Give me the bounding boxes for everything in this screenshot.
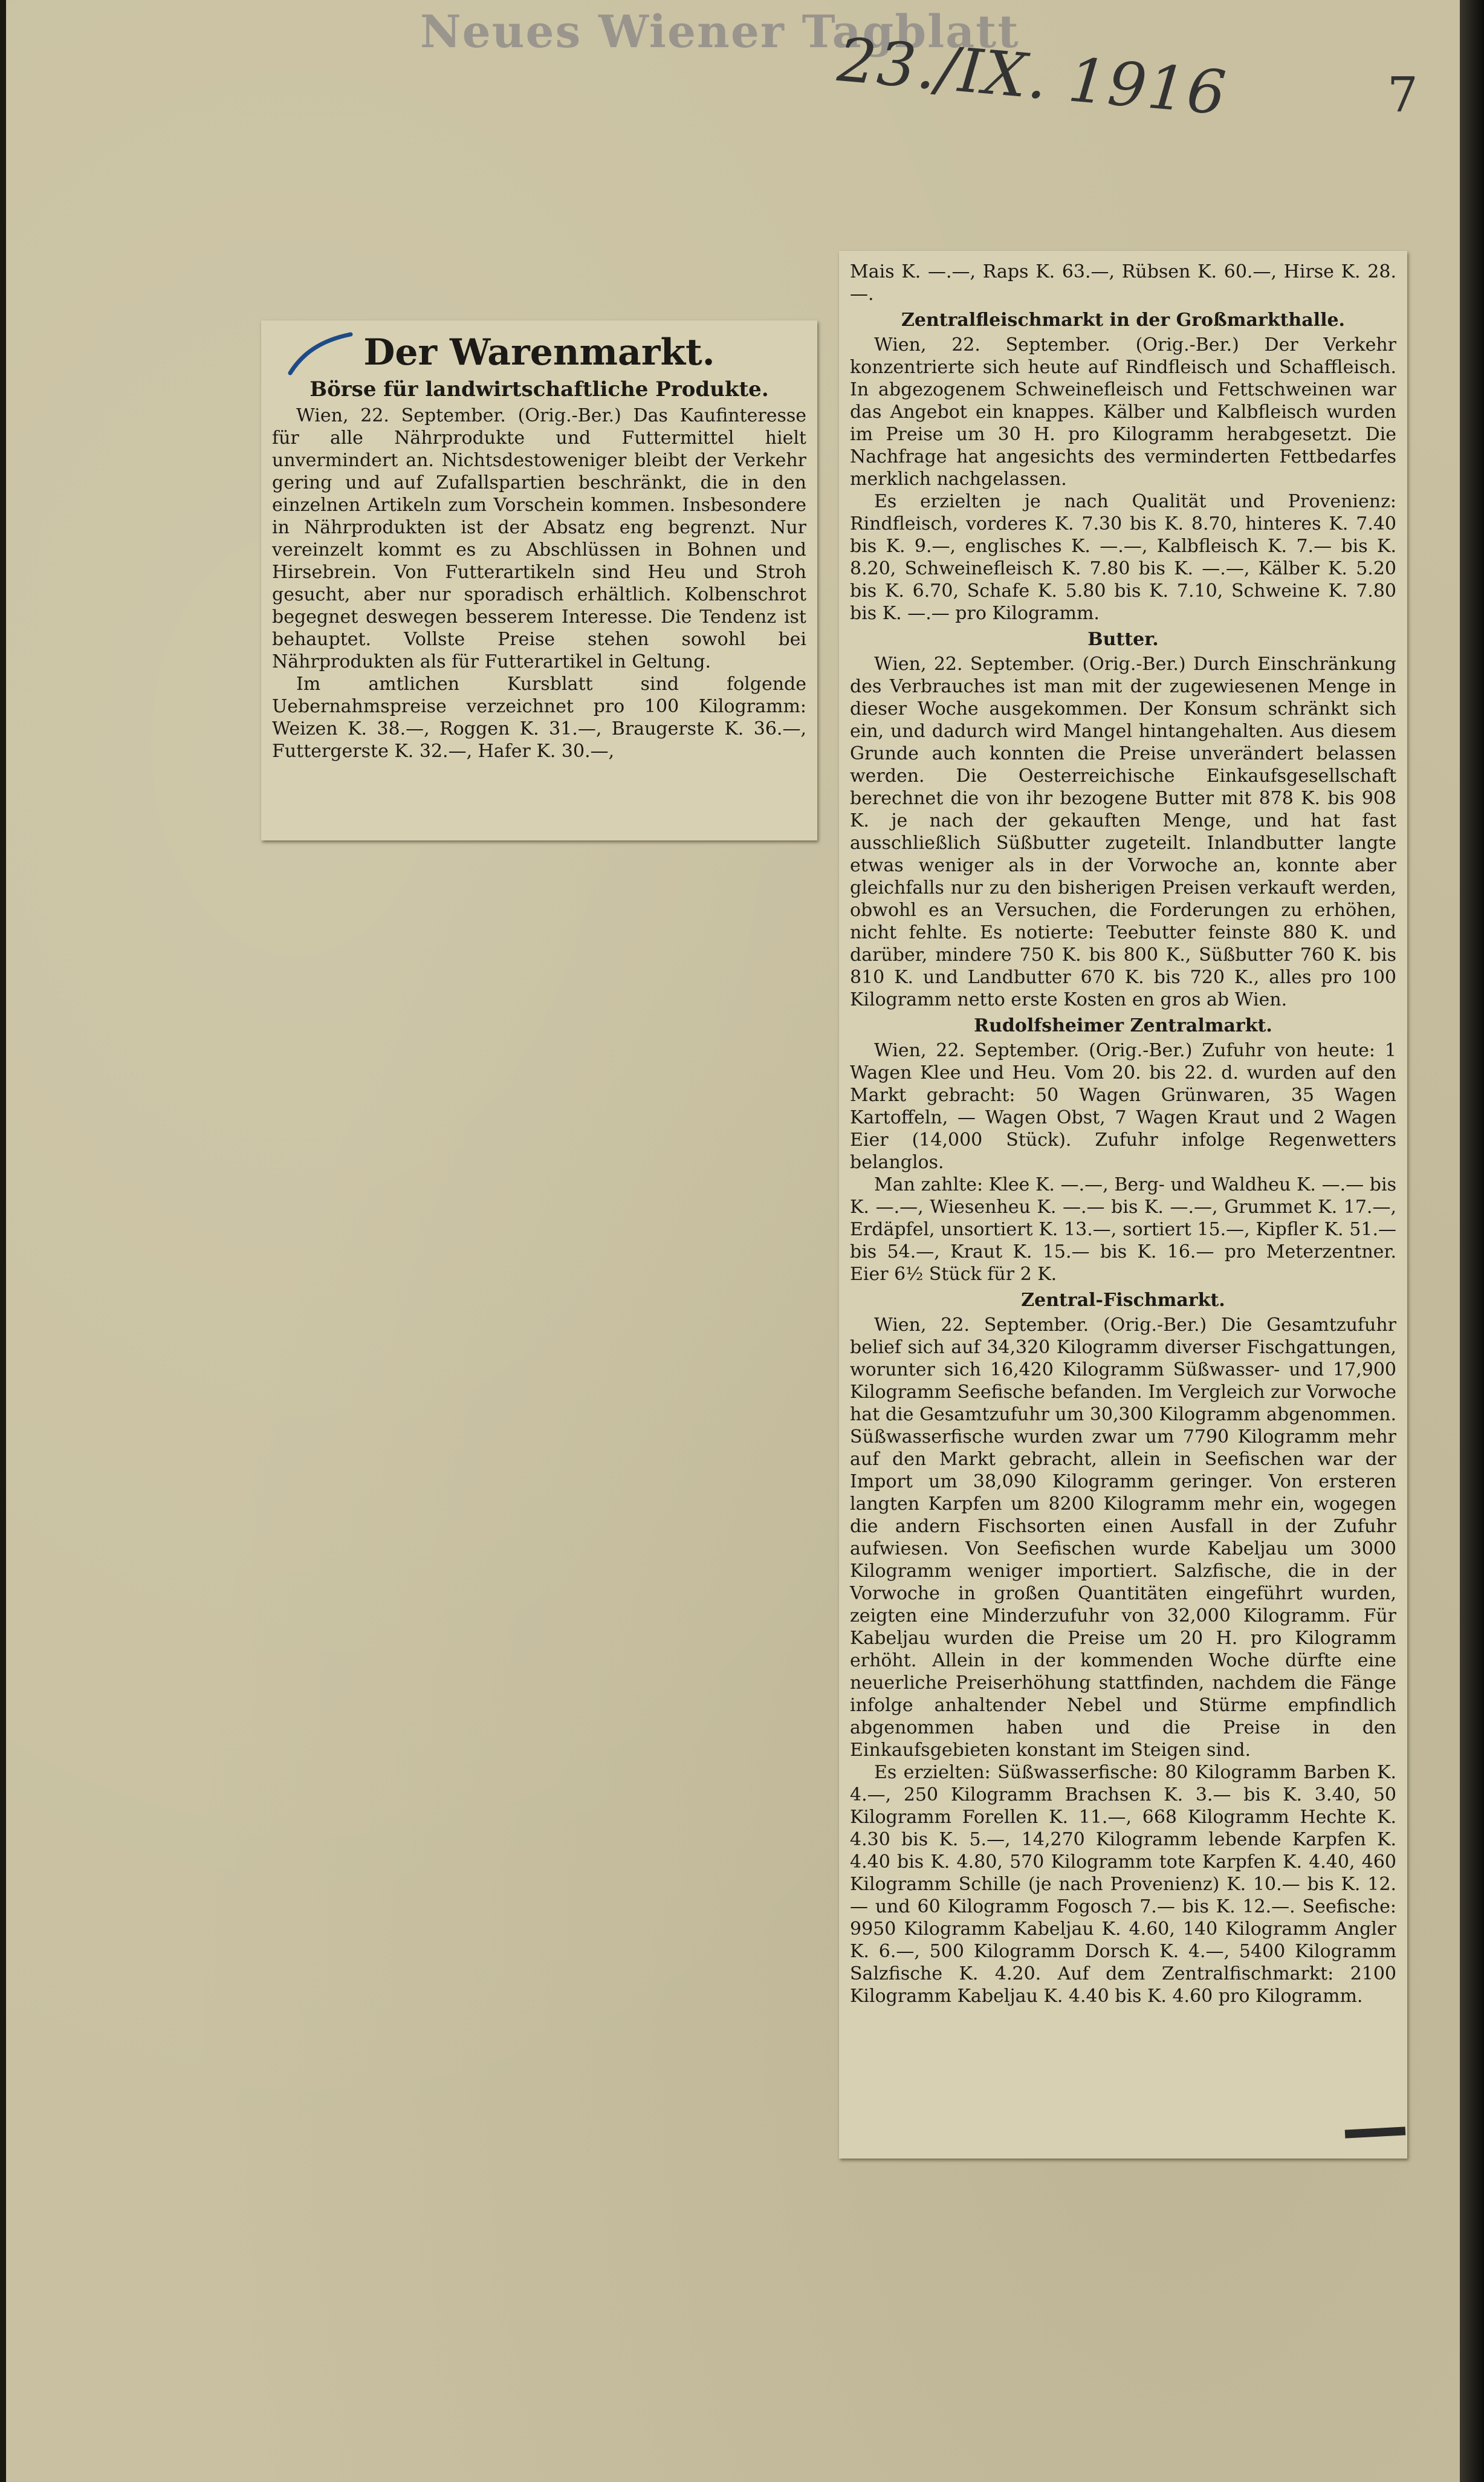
clipping-warenmarkt <box>261 320 817 840</box>
scan-left-edge <box>0 0 6 2482</box>
section-paragraph: Es erzielten je nach Qualität und Provenienz: Rindfleisch, vorderes K. 7.30 bis K. 8.70, hinteres K. 7.40 bis K. 9.—, englisches K. —.—, Kalbfleisch K. 7.— bis K. 8.20, Schweinefleisch K. 7.80 bis K. —.—, Kälber K. 5.20 bis K. 6.70, Schafe K. 5.80 bis K. 7.10, Schweine K. 7.80 bis K. —.— pro Kilogramm. <box>850 491 1396 624</box>
pen-stroke-mark <box>284 330 357 378</box>
section-paragraph: Man zahlte: Klee K. —.—, Berg- und Waldheu K. —.— bis K. —.—, Wiesenheu K. —.— bis K. —.—, Grummet K. 17.—, Erdäpfel, unsortiert K. 13.—, sortiert 15.—, Kipfler K. 51.— bis 54.—, Kraut K. 15.— bis K. 16.— pro Meterzentner. Eier 6½ Stück für 2 K. <box>850 1174 1396 1285</box>
section-heading: Butter. <box>1087 629 1159 650</box>
continuation-line: Mais K. —.—, Raps K. 63.—, Rübsen K. 60.—, Hirse K. 28.—. <box>850 261 1396 305</box>
article-paragraph: Im amtlichen Kursblatt sind folgende Uebernahmspreise verzeichnet pro 100 Kilogramm: Weizen K. 38.—, Roggen K. 31.—, Braugerste K. 36.—, Futtergerste K. 32.—, Hafer K. 30.—, <box>272 674 806 762</box>
article-subtitle: Börse für landwirtschaftliche Produkte. <box>309 377 769 401</box>
article-title: Der Warenmarkt. <box>363 331 715 374</box>
scan-right-edge <box>1460 0 1484 2482</box>
section-paragraph: Wien, 22. September. (Orig.-Ber.) Durch Einschränkung des Verbrauches ist man mit der zugewiesenen Menge in dieser Woche ausgekommen. Der Konsum schränkt sich ein, und dadurch wird Mangel hintangehalten. Aus diesem Grunde auch konnten die Preise unverändert belassen werden. Die Oesterreichische Einkaufsgesellschaft berechnet die von ihr bezogene Butter mit 878 K. bis 908 K. je nach der gekauften Menge, und hat fast ausschließlich Süßbutter zugeteilt. Inlandbutter langte etwas weniger als in der Vorwoche an, konnte aber gleichfalls nur zu den bisherigen Preisen verkauft werden, obwohl es an Versuchen, die Forderungen zu erhöhen, nicht fehlte. Es notierte: Teebutter feinste 880 K. und darüber, mindere 750 K. bis 800 K., Süßbutter 760 K. bis 810 K. und Landbutter 670 K. bis 720 K., alles pro 100 Kilogramm netto erste Kosten en gros ab Wien. <box>850 654 1396 1010</box>
section-paragraph: Wien, 22. September. (Orig.-Ber.) Der Verkehr konzentrierte sich heute auf Rindfleisch und Schaffleisch. In abgezogenem Schweinefleisch und Fettschweinen war das Angebot ein knappes. Kälber und Kalbfleisch wurden im Preise um 30 H. pro Kilogramm herabgesetzt. Die Nachfrage hat angesichts des verminderten Fettbedarfes merklich nachgelassen. <box>850 334 1396 490</box>
section-paragraph: Wien, 22. September. (Orig.-Ber.) Die Gesamtzufuhr belief sich auf 34,320 Kilogramm diverser Fischgattungen, worunter sich 16,420 Kilogramm Süßwasser- und 17,900 Kilogramm Seefische befanden. Im Vergleich zur Vorwoche hat die Gesamtzufuhr um 30,300 Kilogramm abgenommen. Süßwasserfische wurden zwar um 7790 Kilogramm mehr auf den Markt gebracht, allein in Seefischen war der Import um 38,090 Kilogramm geringer. Von ersteren langten Karpfen um 8200 Kilogramm mehr ein, wogegen die andern Fischsorten einen Ausfall in der Zufuhr aufwiesen. Von Seefischen wurde Kabeljau um 3000 Kilogramm weniger importiert. Salzfische, die in der Vorwoche in großen Quantitäten eingeführt wurden, zeigten eine Minderzufuhr von 32,000 Kilogramm. Für Kabeljau wurden die Preise um 20 H. pro Kilogramm erhöht. Allein in der kommenden Woche dürfte eine neuerliche Preiserhöhung stattfinden, nachdem die Fänge infolge anhaltender Nebel und Stürme empfindlich abgenommen haben und die Preise in den Einkaufsgebieten konstant im Steigen sind. <box>850 1314 1396 1761</box>
section-heading: Zentralfleischmarkt in der Großmarkthalle. <box>901 310 1346 331</box>
section-heading: Zentral-Fischmarkt. <box>1021 1290 1225 1311</box>
handwritten-date: 23./IX. 1916 <box>835 24 1230 129</box>
section-heading: Rudolfsheimer Zentralmarkt. <box>974 1015 1272 1036</box>
clipping-markets <box>839 251 1407 2159</box>
article-paragraph: Wien, 22. September. (Orig.-Ber.) Das Kaufinteresse für alle Nährprodukte und Futtermittel hielt unvermindert an. Nichtsdestoweniger bleibt der Verkehr gering und auf Zufallspartien beschränkt, die in den einzelnen Artikeln zum Vorschein kommen. Insbesondere in Nährprodukten ist der Absatz eng begrenzt. Nur vereinzelt kommt es zu Abschlüssen in Bohnen und Hirsebrein. Von Futterartikeln sind Heu und Stroh gesucht, aber nur sporadisch erhältlich. Kolbenschrot begegnet deswegen besserem Interesse. Die Tendenz ist behauptet. Vollste Preise stehen sowohl bei Nährprodukten als für Futterartikel in Geltung. <box>272 405 806 672</box>
section-paragraph: Wien, 22. September. (Orig.-Ber.) Zufuhr von heute: 1 Wagen Klee und Heu. Vom 20. bis 22. d. wurden auf den Markt gebracht: 50 Wagen Grünwaren, 35 Wagen Kartoffeln, — Wagen Obst, 7 Wagen Kraut und 2 Wagen Eier (14,000 Stück). Zufuhr infolge Regenwetters belanglos. <box>850 1040 1396 1173</box>
page-number: 7 <box>1387 67 1418 123</box>
section-paragraph: Es erzielten: Süßwasserfische: 80 Kilogramm Barben K. 4.—, 250 Kilogramm Brachsen K. 3.— bis K. 3.40, 50 Kilogramm Forellen K. 11.—, 668 Kilogramm Hechte K. 4.30 bis K. 5.—, 14,270 Kilogramm lebende Karpfen K. 4.40 bis K. 4.80, 570 Kilogramm tote Karpfen K. 4.40, 460 Kilogramm Schille (je nach Provenienz) K. 10.— bis K. 12.— und 60 Kilogramm Fogosch 7.— bis K. 12.—. Seefische: 9950 Kilogramm Kabeljau K. 4.60, 140 Kilogramm Angler K. 6.—, 500 Kilogramm Dorsch K. 4.—, 5400 Kilogramm Salzfische K. 4.20. Auf dem Zentralfischmarkt: 2100 Kilogramm Kabeljau K. 4.40 bis K. 4.60 pro Kilogramm. <box>850 1762 1396 2007</box>
newspaper-stamp: Neues Wiener Tagblatt <box>420 6 1020 58</box>
